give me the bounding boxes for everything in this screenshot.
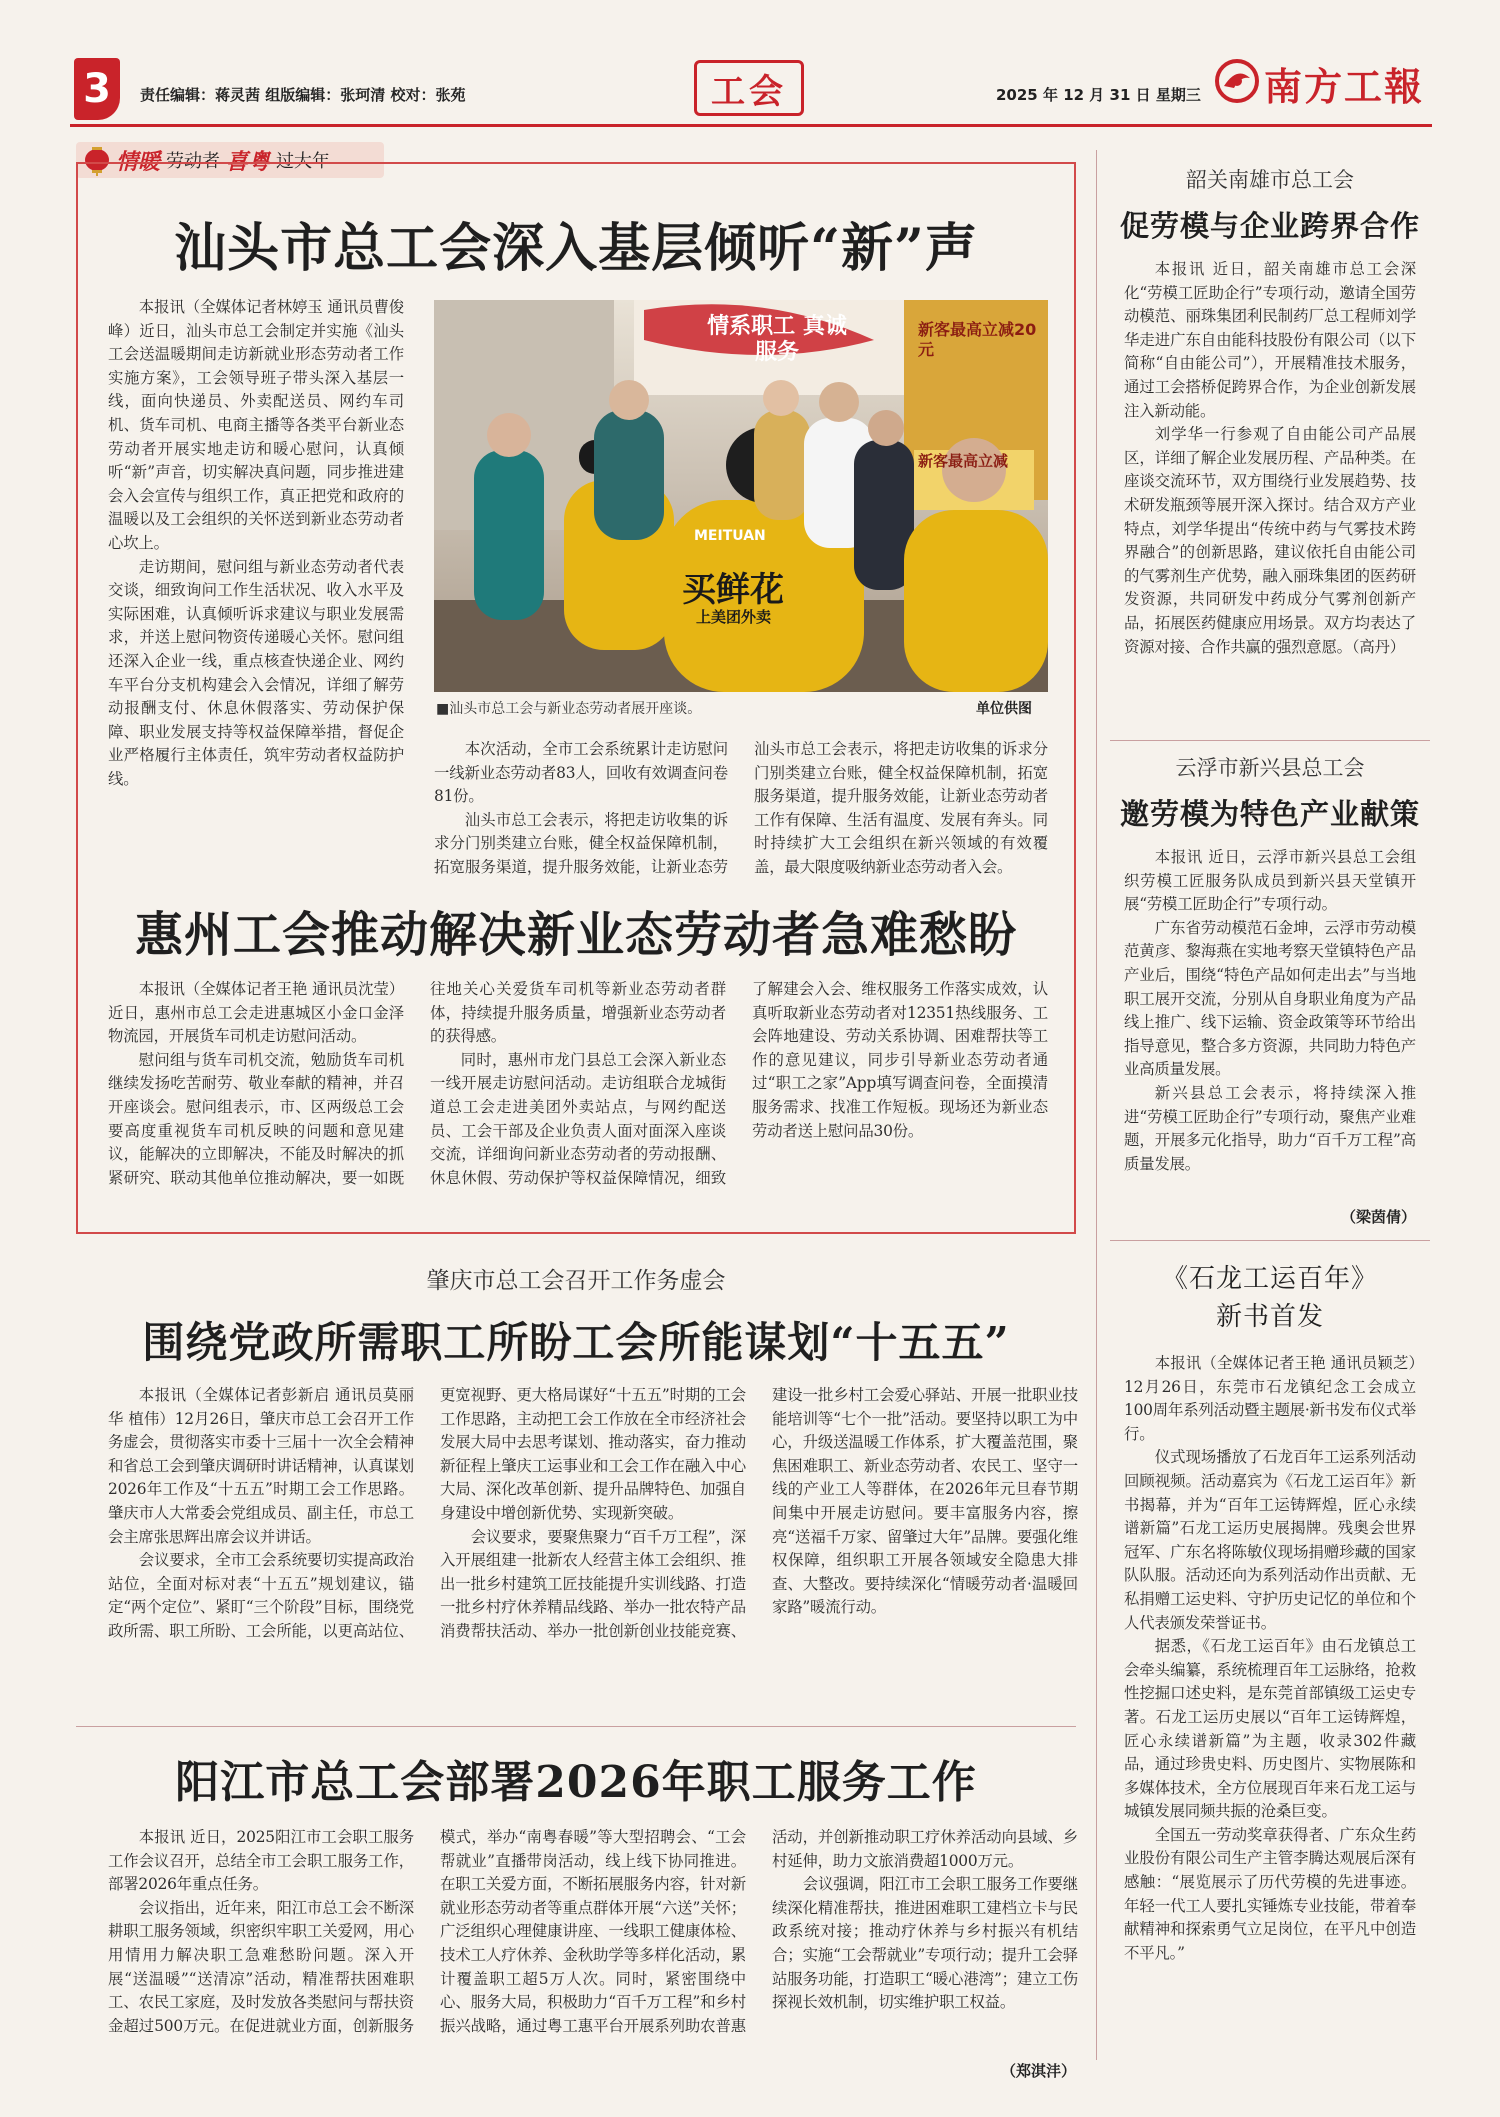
page-number: 3 bbox=[83, 66, 111, 112]
brand-logo-icon bbox=[1214, 58, 1260, 104]
article3-body bbox=[108, 1384, 1078, 1718]
article3-rule bbox=[76, 1726, 1076, 1727]
side2-body bbox=[1124, 846, 1416, 1202]
editors-line: 责任编辑：蒋灵茜 组版编辑：张珂清 校对：张苑 bbox=[140, 86, 466, 104]
photo-banner: 情系职工 真诚服务 bbox=[707, 314, 847, 365]
side3-para4: 全国五一劳动奖章获得者、广东众生药业股份有限公司生产主管李腾达观展后深有感触：“展览展示了历代劳模的先进事迹。年轻一代工人要扎实锤炼专业技能，带着奉献精神和探索勇气立足岗位，在平凡中创造不平凡。” bbox=[1124, 1825, 1416, 1962]
side3-title-line1: 《石龙工运百年》 bbox=[1161, 1264, 1378, 1294]
article4-para1: 本报讯 近日，2025阳江市工会职工服务工作会议召开，总结全市工会职工服务工作，部署2026年重点任务。 bbox=[108, 1828, 414, 1894]
article1-col2 bbox=[434, 738, 728, 878]
article2-title: 惠州工会推动解决新业态劳动者急难愁盼 bbox=[134, 907, 1017, 963]
issue-date: 2025 年 12 月 31 日 星期三 bbox=[996, 86, 1201, 104]
photo-vest-sub: 上美团外卖 bbox=[696, 608, 772, 626]
article1-title: 汕头市总工会深入基层倾听“新”声 bbox=[174, 218, 978, 279]
photo-credit: 单位供图 bbox=[976, 701, 1032, 717]
column-label-part3: 喜粤 bbox=[226, 148, 271, 175]
article1-para1: 本报讯（全媒体记者林婷玉 通讯员曹俊峰）近日，汕头市总工会制定并实施《汕头工会送温暖期间走访新就业形态劳动者工作实施方案》，工会领导班子带头深入基层一线，面向快递员、外卖配送员、网约车司机、货车司机、电商主播等各类平台新业态劳动者开展实地走访和暖心慰问，认真倾听“新”声音，切实解决真问题，同步推进建会入会宣传与组织工作，真正把党和政府的温暖以及工会组织的关怀送到新业态劳动者心坎上。 bbox=[108, 298, 404, 552]
side2-para3: 新兴县总工会表示，将持续深入推进“劳模工匠助企行”专项行动，聚焦产业难题，开展多元化指导，助力“百千万工程”高质量发展。 bbox=[1124, 1083, 1416, 1173]
side2-para1: 本报讯 近日，云浮市新兴县总工会组织劳模工匠服务队成员到新兴县天堂镇开展“劳模工匠助企行”专项行动。 bbox=[1124, 848, 1416, 914]
sidebar-rule-2 bbox=[1110, 1240, 1430, 1241]
article4-body bbox=[108, 1826, 1078, 2066]
article3-para3: 会议要求，要聚焦聚力“百千万工程”，深入开展组建一批新农人经营主体工会组织、推出一批乡村建筑工匠技能提升实训线路、打造一批乡村疗休养精品线路、举办一批农特产品消费帮扶活动、举办一批创新创业技能竞赛、建设一批乡村工会爱心驿站、开展一批职业技能培训等“七个一批”活动。要坚持以职工为中心，升级送温暖工作体系，扩大覆盖范围，聚焦困难职工、新业态劳动者、农民工、坚守一线的产业工人等群体，在2026年元旦春节期间集中开展走访慰问。要丰富服务内容，擦亮“送福千万家、留肇过大年”品牌。要强化维权保障，组织职工开展各领域安全隐患大排查、大整改。要持续深化“情暖劳动者·温暖回家路”暖流行动。 bbox=[440, 1386, 1078, 1640]
side2-para2: 广东省劳动模范石金坤，云浮市劳动模范黄彦、黎海燕在实地考察天堂镇特色产品产业后，围绕“特色产品如何走出去”与当地职工展开交流，分别从自身职业角度为产品线上推广、线下运输、资金政策等环节给出指导意见，整合多方资源，共同助力特色产业高质量发展。 bbox=[1124, 918, 1416, 1079]
side3-para3: 据悉，《石龙工运百年》由石龙镇总工会牵头编纂，系统梳理百年工运脉络，抢救性挖掘口述史料，是东莞首部镇级工运史专著。石龙工运历史展以“百年工运铸辉煌，匠心永续谱新篇”为主题，收录302件藏品，通过珍贵史料、历史图片、实物展陈和多媒体技术，全方位展现百年来石龙工运与城镇发展同频共振的沧桑巨变。 bbox=[1124, 1637, 1416, 1821]
page-number-badge bbox=[74, 58, 120, 120]
side2-title: 邀劳模为特色产业献策 bbox=[1119, 797, 1420, 831]
side3-para2: 仪式现场播放了石龙百年工运系列活动回顾视频。活动嘉宾为《石龙工运百年》新书揭幕，并为“百年工运铸辉煌，匠心永续谱新篇”石龙工运历史展揭牌。残奥会世界冠军、广东名将陈敏仪现场捐赠珍藏的国家队队服。活动还向为系列活动作出贡献、无私捐赠工运史料、守护历史记忆的单位和个人代表颁发荣誉证书。 bbox=[1124, 1448, 1416, 1632]
side3-title-line2: 新书首发 bbox=[1215, 1302, 1324, 1332]
article1-para2: 走访期间，慰问组与新业态劳动者代表交谈，细致询问工作生活状况、收入水平及实际困难，认真倾听诉求建议与职业发展需求，并送上慰问物资传递暖心关怀。慰问组还深入企业一线，重点核查快递企业、网约车平台分支机构建会入会情况，详细了解劳动报酬支付、休息休假落实、劳动保护保障、职业发展支持等权益保障举措，督促企业严格履行主体责任，筑牢劳动者权益防护线。 bbox=[108, 557, 404, 788]
side3-body bbox=[1124, 1352, 1416, 2070]
article1-col1 bbox=[108, 296, 404, 866]
article1-para4a: 汕头市总工会表示，将把走访收集的诉求分门别类建立台账，健全权益保障机制，拓宽服务渠道，提升服务效能，让新业态劳 bbox=[434, 810, 728, 876]
article4-para3: 会议强调，阳江市工会职工服务工作要继续深化精准帮扶，推进困难职工建档立卡与民政系统对接；推动疗休养与乡村振兴有机结合；实施“工会帮就业”专项行动；提升工会驿站服务功能，打造职工“暖心港湾”；建立工伤探视长效机制，切实维护职工权益。 bbox=[772, 1875, 1078, 2012]
side3-para1: 本报讯（全媒体记者王艳 通讯员颖芝）12月26日，东莞市石龙镇纪念工会成立100周年系列活动暨主题展·新书发布仪式举行。 bbox=[1124, 1354, 1416, 1443]
side2-kicker: 云浮市新兴县总工会 bbox=[1175, 756, 1365, 780]
column-label-part2: 劳动者 bbox=[166, 151, 221, 172]
sidebar-rule-1 bbox=[1110, 740, 1430, 741]
article4-byline: （郑淇沣） bbox=[1000, 2062, 1076, 2080]
section-label: 工会 bbox=[711, 71, 787, 112]
article1-para3: 本次活动，全市工会系统累计走访慰问一线新业态劳动者83人，回收有效调查问卷81份。 bbox=[434, 740, 728, 806]
column-label-part4: 过大年 bbox=[276, 151, 331, 172]
column-label-part1: 情暖 bbox=[116, 148, 161, 175]
side1-title: 促劳模与企业跨界合作 bbox=[1119, 209, 1420, 243]
photo-meituan: MEITUAN bbox=[694, 528, 766, 544]
section-tag bbox=[694, 60, 804, 116]
brand-name: 南方工報 bbox=[1264, 64, 1425, 109]
photo-sign-1: 新客最高立减20元 bbox=[918, 320, 1037, 359]
side1-kicker: 韶关南雄市总工会 bbox=[1186, 168, 1354, 192]
photo-sign-2: 新客最高立减 bbox=[918, 452, 1009, 470]
sidebar-divider bbox=[1096, 150, 1097, 2060]
article3-para1: 本报讯（全媒体记者彭新启 通讯员莫丽华 植伟）12月26日，肇庆市总工会召开工作务虚会，贯彻落实市委十三届十一次全会精神和省总工会到肇庆调研时讲话精神，认真谋划2026年工作及“十五五”时期工会工作思路。肇庆市人大常委会党组成员、副主任，市总工会主席张思辉出席会议并讲话。 bbox=[108, 1386, 414, 1546]
article2-body bbox=[108, 978, 1048, 1214]
photo-caption: ■汕头市总工会与新业态劳动者展开座谈。 bbox=[436, 701, 702, 717]
article1-photo bbox=[434, 300, 1048, 692]
article4-title: 阳江市总工会部署2026年职工服务工作 bbox=[175, 1757, 977, 1808]
article3-para2: 会议要求，全市工会系统要切实提高政治站位，全面对标对表“十五五”规划建议，锚定“两个定位”、紧盯“三个阶段”目标，围绕党政所需、职工所盼、工会所能，以更高站位、更宽视野、更大格局谋好“十五五”时期的工会工作思路，主动把工会工作放在全市经济社会发展大局中去思考谋划、推动落实，奋力推动新征程上肇庆工运事业和工会工作在融入中心大局、深化改革创新、提升品牌特色、加强自身建设中增创新优势、实现新突破。 bbox=[108, 1386, 746, 1640]
side1-body bbox=[1124, 258, 1416, 732]
side2-byline: （梁茵倩） bbox=[1340, 1208, 1416, 1226]
article3-title: 围绕党政所需职工所盼工会所能谋划“十五五” bbox=[142, 1318, 1010, 1367]
article2-para2: 慰问组与货车司机交流，勉励货车司机继续发扬吃苦耐劳、敬业奉献的精神，并召开座谈会。慰问组表示，市、区两级总工会要高度重视货车司机反映的问题和意见建议，能解决的立即解决，不能及时解决的抓紧研究、联动其他单位推动解决，要一如既往地关心关爱货车司机等新业态劳动者群体，持续提升服务质量，增强新业态劳动者的获得感。 bbox=[108, 980, 726, 1187]
header-rule bbox=[70, 124, 1432, 127]
article3-kicker: 肇庆市总工会召开工作务虚会 bbox=[426, 1268, 726, 1294]
article2-para1: 本报讯（全媒体记者王艳 通讯员沈莹）近日，惠州市总工会走进惠城区小金口金泽物流园，开展货车司机走访慰问活动。 bbox=[108, 980, 404, 1046]
article1-col3 bbox=[754, 738, 1048, 878]
article4-para2: 会议指出，近年来，阳江市总工会不断深耕职工服务领域，织密织牢职工关爱网，用心用情用力解决职工急难愁盼问题。深入开展“送温暖”“送清凉”活动，精准帮扶困难职工、农民工家庭，及时发放各类慰问与帮扶资金超过500万元。在促进就业方面，创新服务模式，举办“南粤春暖”等大型招聘会、“工会帮就业”直播带岗活动，线上线下协同推进。在职工关爱方面，不断拓展服务内容，针对新就业形态劳动者等重点群体开展“六送”关怀；广泛组织心理健康讲座、一线职工健康体检、技术工人疗休养、金秋助学等多样化活动，累计覆盖职工超5万人次。同时，紧密围绕中心、服务大局，积极助力“百千万工程”和乡村振兴战略，通过粤工惠平台开展系列助农普惠活动，并创新推动职工疗休养活动向县域、乡村延伸，助力文旅消费超1000万元。 bbox=[108, 1828, 1078, 2035]
article2-para3: 同时，惠州市龙门县总工会深入新业态一线开展走访慰问活动。走访组联合龙城街道总工会走进美团外卖站点，与网约配送员、工会干部及企业负责人面对面深入座谈交流，详细询问新业态劳动者的劳动报酬、休息休假、劳动保护等权益保障情况，细致了解建会入会、维权服务工作落实成效，认真听取新业态劳动者对12351热线服务、工会阵地建设、劳动关系协调、困难帮扶等工作的意见建议，同步引导新业态劳动者通过“职工之家”App填写调查问卷，全面摸清服务需求、找准工作短板。现场还为新业态劳动者送上慰问品30份。 bbox=[430, 980, 1048, 1187]
article1-para4: 汕头市总工会表示，将把走访收集的诉求分门别类建立台账，健全权益保障机制，拓宽服务渠道，提升服务效能，让新业态劳动者工作有保障、生活有温度、发展有奔头。同时持续扩大工会组织在新兴领域的有效覆盖，最大限度吸纳新业态劳动者入会。 bbox=[754, 740, 1048, 876]
photo-vest-text: 买鲜花 bbox=[682, 570, 784, 610]
side1-para1: 本报讯 近日，韶关南雄市总工会深化“劳模工匠助企行”专项行动，邀请全国劳动模范、丽珠集团利民制药厂总工程师刘学华走进广东自由能科技股份有限公司（以下简称“自由能公司”），开展精准技术服务，通过工会搭桥促跨界合作，为企业创新发展注入新动能。 bbox=[1124, 260, 1416, 420]
side1-para2: 刘学华一行参观了自由能公司产品展区，详细了解企业发展历程、产品种类。在座谈交流环节，双方围绕行业发展趋势、技术研发瓶颈等展开深入探讨。结合双方产业特点，刘学华提出“传统中药与气雾技术跨界融合”的创新思路，建议依托自由能公司的气雾剂生产优势，融入丽珠集团的医药研发资源，共同研发中药成分气雾剂创新产品，拓展医药健康应用场景。双方均表达了资源对接、合作共赢的强烈意愿。（高丹） bbox=[1124, 425, 1416, 656]
